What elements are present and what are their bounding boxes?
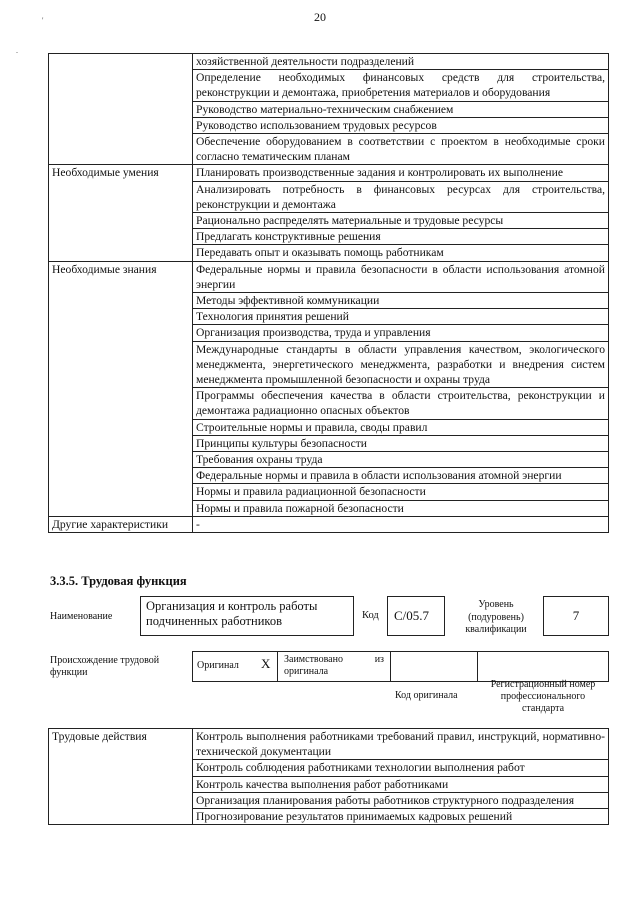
name-value: Организация и контроль работы подчиненных работников bbox=[146, 599, 318, 628]
page-number: 20 bbox=[314, 10, 326, 24]
row-item: Предлагать конструктивные решения bbox=[193, 229, 609, 245]
row-item: Рационально распределять материальные и трудовые ресурсы bbox=[193, 213, 609, 229]
row-category: Необходимые знания bbox=[49, 261, 193, 516]
code-label: Код bbox=[362, 610, 379, 621]
level-box bbox=[543, 596, 609, 636]
table-row bbox=[49, 261, 609, 292]
level-label: Уровень (подуровень) квалификации bbox=[465, 599, 527, 635]
name-box bbox=[140, 596, 354, 636]
row-item: Прогнозирование результатов принимаемых кадровых решений bbox=[193, 809, 609, 825]
reg-number-label: Регистрационный номер профессионального стандарта bbox=[490, 679, 596, 714]
row-item: Строительные нормы и правила, своды правил bbox=[193, 419, 609, 435]
row-item: Анализировать потребность в финансовых ресурсах для строительства, реконструкции и демонтажа bbox=[193, 181, 609, 212]
labor-actions-table bbox=[48, 728, 609, 825]
scan-mark: ' bbox=[42, 16, 44, 25]
row-item: - bbox=[193, 516, 609, 532]
row-category: Другие характеристики bbox=[49, 516, 193, 532]
row-item: Планировать производственные задания и контролировать их выполнение bbox=[193, 165, 609, 181]
row-item: Контроль соблюдения работниками технологии выполнения работ bbox=[193, 760, 609, 776]
code-value: С/05.7 bbox=[394, 608, 430, 623]
code-original-box bbox=[390, 651, 478, 682]
scan-mark: . bbox=[16, 46, 18, 55]
row-item: Передавать опыт и оказывать помощь работникам bbox=[193, 245, 609, 261]
row-item: Программы обеспечения качества в области строительства, реконструкции и демонтажа радиационно опасных объектов bbox=[193, 388, 609, 419]
row-item: Методы эффективной коммуникации bbox=[193, 293, 609, 309]
table-row bbox=[49, 54, 609, 70]
row-item: Руководство использованием трудовых ресурсов bbox=[193, 117, 609, 133]
borrowed-label: Заимствовано из оригинала bbox=[284, 654, 384, 677]
table-row bbox=[49, 165, 609, 181]
row-item: Технология принятия решений bbox=[193, 309, 609, 325]
row-item: Определение необходимых финансовых средств для строительства, реконструкции и демонтажа, приобретения материалов и оборудования bbox=[193, 70, 609, 101]
row-item: Обеспечение оборудованием в соответствии с проектом в необходимые сроки согласно тематическим планам bbox=[193, 134, 609, 165]
original-mark: X bbox=[261, 656, 271, 671]
section-title: 3.3.5. Трудовая функция bbox=[50, 574, 187, 588]
borrowed-box bbox=[277, 651, 391, 682]
name-label: Наименование bbox=[50, 611, 113, 622]
reg-number-box bbox=[477, 651, 609, 682]
row-item: Международные стандарты в области управления качеством, экологического менеджмента, энергетического менеджмента, разработки и внедрения систем менеджмента промышленной безопасности и охраны труда bbox=[193, 341, 609, 388]
row-item: хозяйственной деятельности подразделений bbox=[193, 54, 609, 70]
row-item: Нормы и правила пожарной безопасности bbox=[193, 500, 609, 516]
row-item: Нормы и правила радиационной безопасности bbox=[193, 484, 609, 500]
row-category: Необходимые умения bbox=[49, 165, 193, 261]
row-item: Требования охраны труда bbox=[193, 452, 609, 468]
level-value: 7 bbox=[572, 608, 580, 623]
row-item: Федеральные нормы и правила в области использования атомной энергии bbox=[193, 468, 609, 484]
table-row bbox=[49, 729, 609, 760]
origin-label: Происхождение трудовой функции bbox=[50, 655, 160, 678]
row-item: Руководство материально-техническим снабжением bbox=[193, 101, 609, 117]
code-original-label: Код оригинала bbox=[395, 690, 458, 701]
competency-table bbox=[48, 53, 609, 533]
row-item: Организация производства, труда и управления bbox=[193, 325, 609, 341]
row-item: Принципы культуры безопасности bbox=[193, 435, 609, 451]
row-category bbox=[49, 54, 193, 165]
row-item: Организация планирования работы работников структурного подразделения bbox=[193, 792, 609, 808]
row-category: Трудовые действия bbox=[49, 729, 193, 825]
row-item: Контроль качества выполнения работ работниками bbox=[193, 776, 609, 792]
code-box bbox=[387, 596, 445, 636]
row-item: Федеральные нормы и правила безопасности в области использования атомной энергии bbox=[193, 261, 609, 292]
row-item: Контроль выполнения работниками требований правил, инструкций, нормативно-технической документации bbox=[193, 729, 609, 760]
table-row bbox=[49, 516, 609, 532]
original-label: Оригинал bbox=[197, 660, 239, 671]
